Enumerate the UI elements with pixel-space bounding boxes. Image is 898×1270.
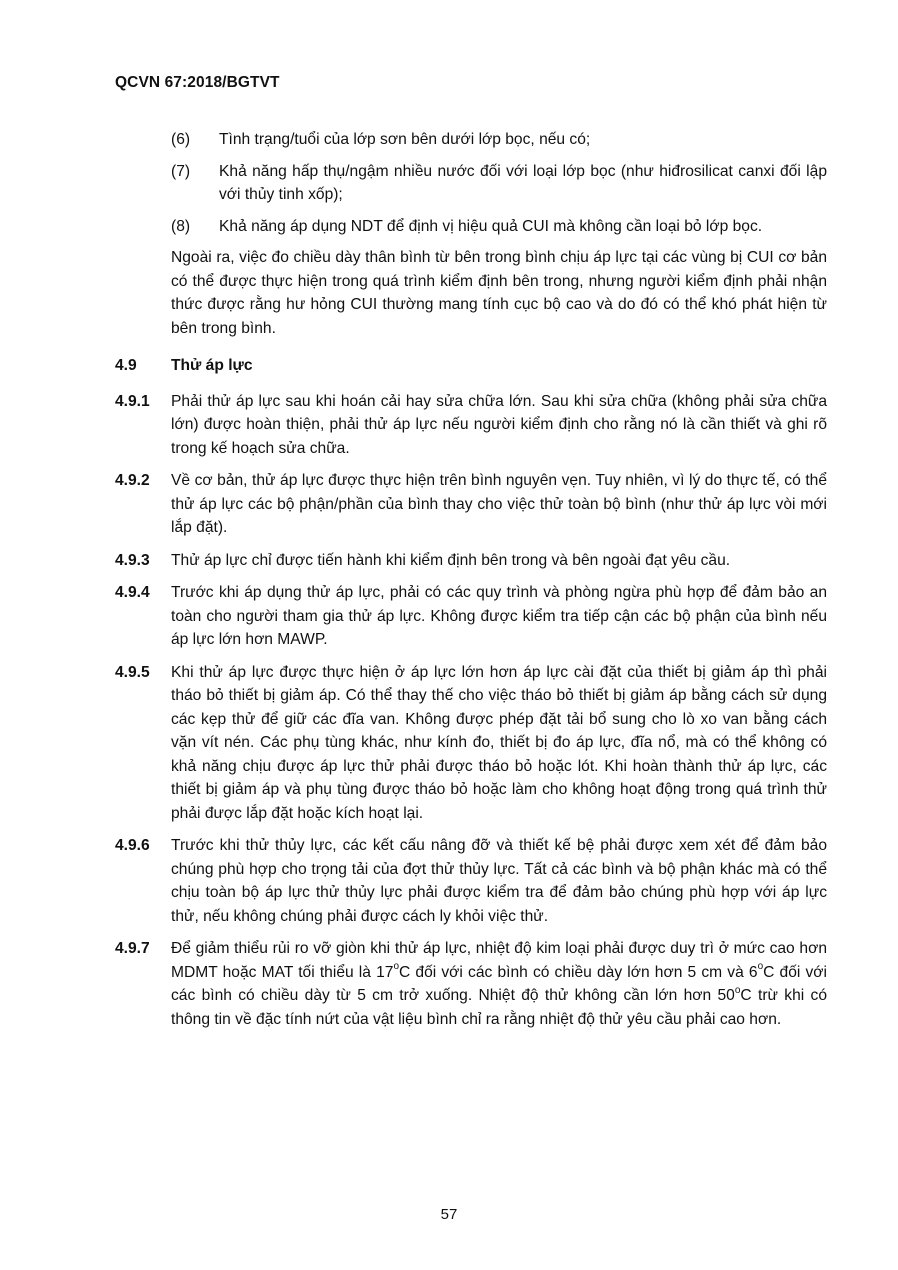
clause-text-part: C đối với các bình có chiều dày lớn hơn 5 cm và 6 <box>399 963 758 981</box>
degree-superscript: o <box>757 961 764 973</box>
clause-text: Khi thử áp lực được thực hiện ở áp lực lớn hơn áp lực cài đặt của thiết bị giảm áp thì phải tháo bỏ thiết bị giảm áp. Có thể thay thế cho việc tháo bỏ thiết bị giảm áp bằng cách sử dụng các kẹp thử để giữ các đĩa van. Không được phép đặt tải bổ sung cho lò xo van bằng cách vặn vít nén. Các phụ tùng khác, như kính đo, thiết bị đo áp lực, đĩa nổ, mà có thể không có khả năng chịu được áp lực thử phải được tháo bỏ hoặc lót. Khi hoàn thành thử áp lực, các thiết bị giảm áp và phụ tùng được tháo bỏ hoặc làm cho không hoạt động trong quá trình thử phải được lắp đặt hoặc kích hoạt lại. <box>171 663 827 822</box>
clause-text: Thử áp lực chỉ được tiến hành khi kiểm định bên trong và bên ngoài đạt yêu cầu. <box>171 551 731 569</box>
list-item-text: Tình trạng/tuổi của lớp sơn bên dưới lớp bọc, nếu có; <box>219 131 591 148</box>
clause-number: 4.9.2 <box>115 472 150 489</box>
clause-text: Phải thử áp lực sau khi hoán cải hay sửa chữa lớn. Sau khi sửa chữa (không phải sửa chữa lớn) được hoàn thiện, phải thử áp lực nếu người kiểm định cho rằng nó là cần thiết và ghi rõ trong kế hoạch sửa chữa. <box>171 392 827 457</box>
clause-number: 4.9.1 <box>115 392 150 410</box>
clause <box>115 661 827 826</box>
clause-text <box>171 937 827 1031</box>
degree-superscript: o <box>734 984 741 996</box>
clause-text-part: C đối với các bình có chiều dày từ 5 cm trở xuống. Nhiệt độ thử không cần lớn hơn 50 <box>171 963 827 1004</box>
clause-number: 4.9.7 <box>115 940 150 957</box>
clause <box>115 834 827 928</box>
clause-text-part: Để giảm thiểu rủi ro vỡ giòn khi thử áp lực, nhiệt độ kim loại phải được duy trì ở mức cao hơn MDMT hoặc MAT tối thiểu là 17 <box>171 940 827 981</box>
clause <box>115 469 827 540</box>
clause-number: 4.9.3 <box>115 551 150 569</box>
section-title: Thử áp lực <box>171 357 253 374</box>
section-heading <box>115 354 827 378</box>
list-item-number: (7) <box>171 162 191 180</box>
list-item-text: Khả năng áp dụng NDT để định vị hiệu quả CUI mà không cần loại bỏ lớp bọc. <box>219 217 763 235</box>
clause-text: Trước khi áp dụng thử áp lực, phải có các quy trình và phòng ngừa phù hợp để đảm bảo an toàn cho người tham gia thử áp lực. Không được kiểm tra tiếp cận các bộ phận của bình nếu áp lực lớn hơn MAWP. <box>171 584 827 648</box>
clause-text: Về cơ bản, thử áp lực được thực hiện trên bình nguyên vẹn. Tuy nhiên, vì lý do thực tế, có thể thử áp lực các bộ phận/phần của bình thay cho việc thử toàn bộ bình (như thử áp lực vòi mới lắp đặt). <box>171 472 827 536</box>
section-number: 4.9 <box>115 357 137 374</box>
clause <box>115 937 827 1031</box>
intro-paragraph: Ngoài ra, việc đo chiều dày thân bình từ bên trong bình chịu áp lực tại các vùng bị CUI cơ bản có thể được thực hiện trong quá trình kiểm định bên trong, nhưng người kiểm định phải nhận thức được rằng hư hỏng CUI thường mang tính cục bộ cao và do đó có thể khó phát hiện từ bên trong bình. <box>171 249 827 337</box>
list-item <box>115 215 827 239</box>
degree-superscript: o <box>393 961 400 973</box>
list-item-number: (8) <box>171 217 191 235</box>
document-code-header: QCVN 67:2018/BGTVT <box>115 74 280 91</box>
list-item <box>115 160 827 207</box>
clause <box>115 549 827 573</box>
list-item <box>115 128 827 152</box>
clause-number: 4.9.4 <box>115 584 150 601</box>
page-content <box>115 128 827 1040</box>
clause-number: 4.9.5 <box>115 663 150 681</box>
list-item-number: (6) <box>171 131 191 148</box>
clause-text-part: C trừ khi có thông tin về đặc tính nứt của vật liệu bình chỉ ra rằng nhiệt độ thử yêu cầu phải cao hơn. <box>171 987 827 1028</box>
clause-number: 4.9.6 <box>115 837 150 854</box>
clause <box>115 390 827 461</box>
list-item-text: Khả năng hấp thụ/ngậm nhiều nước đối với loại lớp bọc (như hiđrosilicat canxi đối lập với thủy tinh xốp); <box>219 162 827 203</box>
clause <box>115 581 827 652</box>
page-number: 57 <box>440 1206 458 1223</box>
clause-text: Trước khi thử thủy lực, các kết cấu nâng đỡ và thiết kế bệ phải được xem xét để đảm bảo chúng phù hợp cho trọng tải của đợt thử thủy lực. Tất cả các bình và bộ phận khác mà có thể chịu toàn bộ áp lực thử thủy lực phải được kiểm tra để đảm bảo chúng phù hợp với áp lực thử, nếu không chúng phải được cách ly khỏi việc thử. <box>171 837 827 925</box>
